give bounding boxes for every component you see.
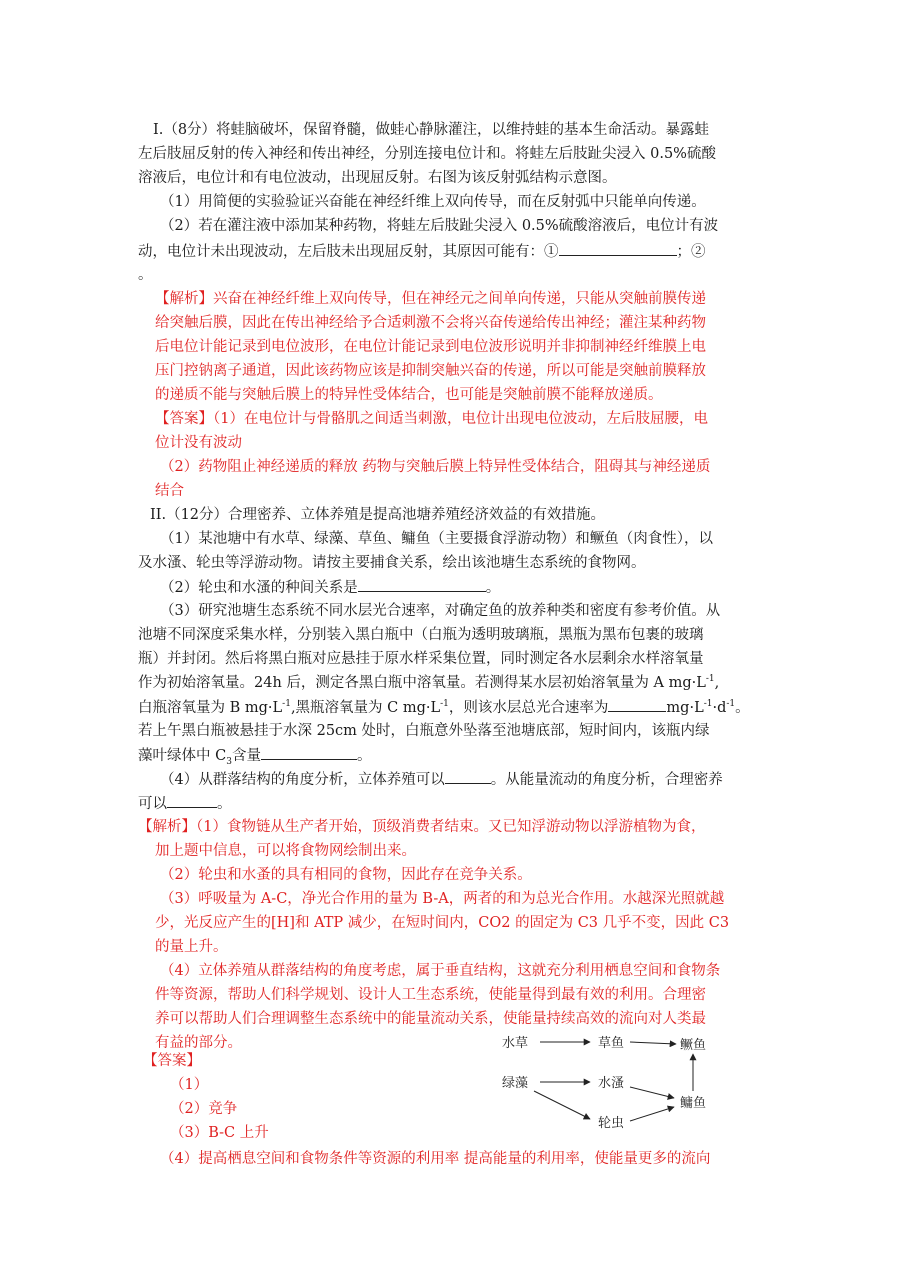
q3-text-e: ·d bbox=[712, 700, 727, 716]
answer1-line1: 【答案】（1）在电位计与骨骼肌之间适当刺激，电位计出现电位波动，左后肢屈腰，电 bbox=[155, 411, 708, 427]
answer-blank-4[interactable] bbox=[261, 745, 357, 760]
analysis2-line8: 件等资源，帮助人们科学规划、设计人工生态系统，使能量得到最有效的利用。合理密 bbox=[155, 987, 706, 1003]
part2-q3-line2: 池塘不同深度采集水样，分别装入黑白瓶中（白瓶为透明玻璃瓶，黑瓶为黑布包裹的玻璃 bbox=[138, 627, 704, 643]
part2-title: II.（12分）合理密养、立体养殖是提高池塘养殖经济效益的有效措施。 bbox=[150, 507, 606, 523]
answer-blank-1[interactable] bbox=[559, 241, 677, 256]
q3-sup-3: -1 bbox=[703, 699, 713, 710]
analysis2-line5: 少，光反应产生的[H]和 ATP 减少，在短时间内，CO2 的固定为 C3 几乎不变，因此 C3 bbox=[155, 915, 730, 931]
analysis2-line10: 有益的部分。 bbox=[155, 1035, 242, 1051]
answer1-line4: 结合 bbox=[155, 483, 184, 499]
node-water-grass: 水草 bbox=[502, 1036, 529, 1051]
answer-blank-6[interactable] bbox=[167, 793, 217, 808]
part2-q1-line1: （1）某池塘中有水草、绿藻、草鱼、鳙鱼（主要摄食浮游动物）和鳜鱼（肉食性），以 bbox=[160, 531, 713, 547]
q2-text: 动，电位计未出现波动，左后肢未出现屈反射，其原因可能有：① bbox=[138, 244, 559, 260]
edge-daphnia-to-bighead bbox=[630, 1087, 674, 1098]
part2-q3-line1: （3）研究池塘生态系统不同水层光合速率，对确定鱼的放养种类和密度有参考价值。从 bbox=[160, 603, 721, 619]
analysis2-line6: 的量上升。 bbox=[155, 939, 228, 955]
q3-text-h: 含量 bbox=[231, 748, 261, 764]
part2-q1-line2: 及水溞、轮虫等浮游动物。请按主要捕食关系，绘出该池塘生态系统的食物网。 bbox=[138, 555, 646, 571]
q4-text-b: 。从能量流动的角度分析，合理密养 bbox=[490, 772, 723, 788]
q3-text-b: ,黑瓶溶氧量为 C mg·L bbox=[290, 700, 441, 716]
analysis1-line5: 的递质不能与突触后膜上的特异性受体结合，也可能是突触前膜不能释放递质。 bbox=[155, 387, 663, 403]
q3-sup-4: -1 bbox=[726, 699, 736, 710]
analysis2-line1: 【解析】（1）食物链从生产者开始，顶级消费者结束。又已知浮游动物以浮游植物为食， bbox=[138, 819, 706, 835]
q3-sup-1: -1 bbox=[282, 699, 291, 710]
q3-text-c: ，则该水层总光合速率为 bbox=[448, 700, 609, 716]
node-mandarin-fish: 鳜鱼 bbox=[680, 1038, 707, 1053]
q4-text-c: 可以 bbox=[138, 796, 167, 812]
part2-q3-line5 bbox=[138, 697, 750, 718]
analysis2-line9: 养可以帮助人们合理调整生态系统中的能量流动关系，使能量持续高效的流向对人类最 bbox=[155, 1011, 706, 1027]
node-green-algae: 绿藻 bbox=[502, 1076, 529, 1091]
node-daphnia: 水溞 bbox=[598, 1076, 625, 1091]
edge-algae-to-rotifer bbox=[534, 1091, 590, 1119]
part1-question2-line2 bbox=[138, 241, 706, 262]
part1-intro-line2: 左后肢屈反射的传入神经和传出神经，分别连接电位计和。将蛙左后肢趾尖浸入 0.5%硫酸 bbox=[138, 146, 716, 162]
analysis2-line7: （4）立体养殖从群落结构的角度考虑，属于垂直结构，这就充分利用栖息空间和食物条 bbox=[160, 963, 721, 979]
answer-blank-3[interactable] bbox=[608, 697, 666, 712]
q3-text-g: 藻叶绿体中 C bbox=[138, 748, 227, 764]
analysis1-line3: 后电位计能记录到电位波形，在电位计能记录到电位波形说明并非抑制神经纤维膜上电 bbox=[155, 339, 706, 355]
answer2-item3: （3）B-C 上升 bbox=[170, 1125, 269, 1141]
part1-intro-line3: 溶液后，电位计和有电位波动，出现屈反射。右图为该反射弧结构示意图。 bbox=[138, 170, 617, 186]
part2-q3-line4 bbox=[138, 673, 719, 693]
analysis2-line3: （2）轮虫和水蚤的具有相同的食物，因此存在竞争关系。 bbox=[160, 867, 532, 883]
q3-text: 作为初始溶氧量。24h 后，测定各黑白瓶中溶氧量。若测得某水层初始溶氧量为 A mg·L bbox=[138, 675, 706, 691]
part2-q3-line7 bbox=[138, 745, 371, 766]
q3-text-end: , bbox=[714, 675, 720, 691]
q2-text: （2）轮虫和水溞的种间关系是 bbox=[160, 580, 358, 596]
answer-blank-5[interactable] bbox=[445, 769, 491, 784]
q3-text-a: 白瓶溶氧量为 B mg·L bbox=[138, 700, 283, 716]
q3-text-i: 。 bbox=[356, 748, 372, 764]
answer2-item1: （1） bbox=[170, 1077, 209, 1093]
answer-blank-2[interactable] bbox=[358, 577, 486, 592]
node-grass-carp: 草鱼 bbox=[598, 1036, 625, 1051]
node-rotifer: 轮虫 bbox=[598, 1116, 625, 1131]
q3-sub: 3 bbox=[226, 756, 232, 767]
q4-text-a: （4）从群落结构的角度分析，立体养殖可以 bbox=[160, 772, 445, 788]
part1-question2-line1: （2）若在灌注液中添加某种药物，将蛙左后肢趾尖浸入 0.5%硫酸溶液后，电位计有波 bbox=[160, 218, 719, 234]
food-web-diagram bbox=[490, 1025, 730, 1135]
part2-q3-line3: 瓶）并封闭。然后将黑白瓶对应悬挂于原水样采集位置，同时测定各水层剩余水样溶氧量 bbox=[138, 651, 704, 667]
analysis1-line2: 给突触后膜，因此在传出神经给予合适刺激不会将兴奋传递给传出神经；灌注某种药物 bbox=[155, 315, 706, 331]
q3-sup-2: -1 bbox=[440, 699, 449, 710]
analysis2-line4: （3）呼吸量为 A-C，净光合作用的量为 B-A，两者的和为总光合作用。水越深光照就越 bbox=[160, 891, 725, 907]
answer2-item2: （2）竞争 bbox=[170, 1101, 238, 1117]
q3-sup: -1 bbox=[705, 674, 715, 685]
q2-text-2: ；② bbox=[676, 244, 706, 260]
analysis1-line4: 压门控钠离子通道，因此该药物应该是抑制突触兴奋的传递，所以可能是突触前膜释放 bbox=[155, 363, 706, 379]
edge-carp-to-mandarin bbox=[630, 1042, 676, 1044]
q2-end: 。 bbox=[485, 580, 501, 596]
answer2-heading: 【答案】 bbox=[143, 1053, 201, 1069]
part1-question1: （1）用简便的实验验证兴奋能在神经纤维上双向传导，而在反射弧中只能单向传递。 bbox=[160, 194, 706, 210]
part2-q4-line2 bbox=[138, 793, 232, 814]
answer1-line2: 位计没有波动 bbox=[155, 435, 242, 451]
part2-q3-line6: 若上午黑白瓶被悬挂于水深 25cm 处时，白瓶意外坠落至池塘底部，短时间内，该瓶内绿 bbox=[138, 723, 710, 739]
q4-text-d: 。 bbox=[217, 796, 232, 812]
q3-text-f: 。 bbox=[735, 700, 750, 716]
analysis2-line2: 加上题中信息，可以将食物网绘制出来。 bbox=[155, 843, 416, 859]
q3-text-d: mg·L bbox=[666, 700, 704, 716]
edge-rotifer-to-bighead bbox=[630, 1107, 674, 1121]
analysis1-line1: 【解析】兴奋在神经纤维上双向传导，但在神经元之间单向传递，只能从突触前膜传递 bbox=[155, 291, 706, 307]
answer1-line3: （2）药物阻止神经递质的释放 药物与突触后膜上特异性受体结合，阻碍其与神经递质 bbox=[160, 459, 711, 475]
part2-q2 bbox=[160, 577, 500, 598]
part1-question2-line3: 。 bbox=[138, 267, 153, 283]
part1-intro-line1: I.（8分）将蛙脑破坏，保留脊髓，做蛙心静脉灌注，以维持蛙的基本生命活动。暴露蛙 bbox=[153, 122, 710, 138]
part2-q4-line1 bbox=[160, 769, 723, 790]
answer2-item4: （4）提高栖息空间和食物条件等资源的利用率 提高能量的利用率，使能量更多的流向 bbox=[160, 1151, 711, 1167]
node-bighead-carp: 鳙鱼 bbox=[680, 1096, 707, 1111]
